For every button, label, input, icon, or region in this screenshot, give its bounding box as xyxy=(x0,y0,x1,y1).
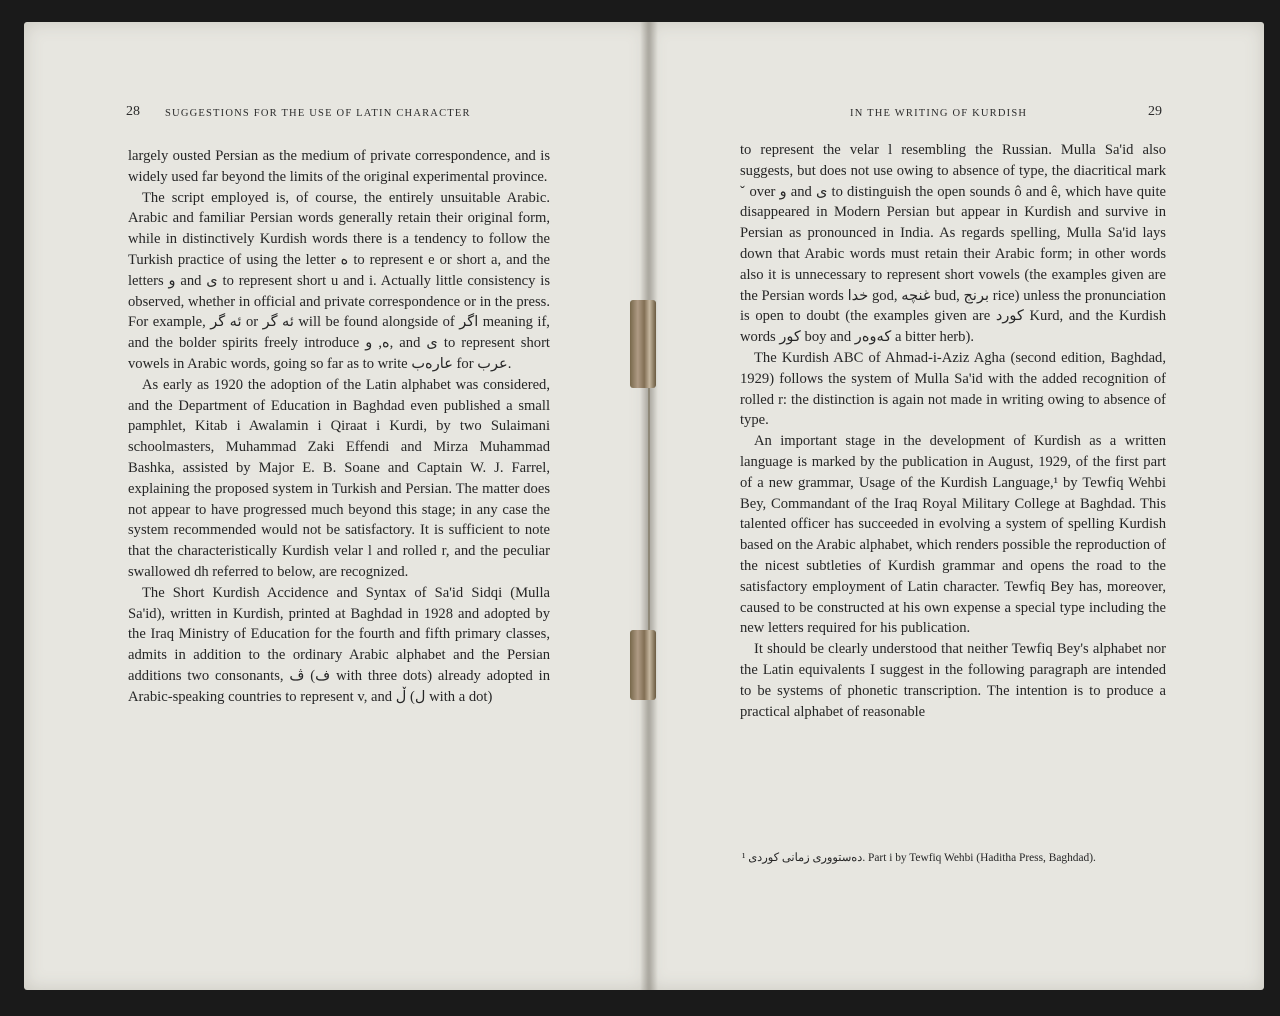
left-running-head: SUGGESTIONS FOR THE USE OF LATIN CHARACTER xyxy=(165,108,471,119)
bottom-staple xyxy=(630,630,656,700)
left-paragraph: largely ousted Persian as the medium of private correspondence, and is widely used far beyond the limits of the original experimental province. xyxy=(128,148,550,185)
right-text-column xyxy=(740,140,1166,722)
right-paragraph: The Kurdish ABC of Ahmad-i-Aziz Agha (second edition, Baghdad, 1929) follows the system of Mulla Sa'id with the added recognition of rolled r: the distinction is again not made in writing owing to absence of type. xyxy=(740,349,1166,429)
top-staple xyxy=(630,300,656,388)
right-paragraph: It should be clearly understood that neither Tewfiq Bey's alphabet nor the Latin equivalents I suggest in the following paragraph are intended to be systems of phonetic transcription. The intention is to produce a practical alphabet of reasonable xyxy=(740,641,1166,720)
right-page-number: 29 xyxy=(1148,104,1162,119)
left-page-number: 28 xyxy=(126,104,140,119)
right-paragraph: An important stage in the development of Kurdish as a written language is marked by the publication in August, 1929, of the first part of a new grammar, Usage of the Kurdish Language,¹ by Tewfiq Wehbi Bey, Commandant of the Iraq Royal Military College at Baghdad. This talented officer has succeeded in evolving a system of spelling Kurdish based on the Arabic alphabet, which renders possible the reproduction of the nicest subtleties of Kurdish grammar and opens the road to the satisfactory employment of Latin character. Tewfiq Bey has, moreover, caused to be constructed at his own expense a special type including the new letters required for his publication. xyxy=(740,433,1166,637)
left-paragraph: The script employed is, of course, the entirely unsuitable Arabic. Arabic and familiar Persian words generally retain their original form, while in distinctively Kurdish words there is a tendency to follow the Turkish practice of using the letter ه to represent e or short a, and the letters و and ی to represent short u and i. Actually little consistency is observed, whether in official and private correspondence or in the press. For example, ئه گر or ئه گر will be found alongside of اگر meaning if, and the bolder spirits freely introduce ه, و, and ی to represent short vowels in Arabic words, going so far as to write عارەب for عرب. xyxy=(128,189,551,372)
left-paragraph: As early as 1920 the adoption of the Latin alphabet was considered, and the Department of Education in Baghdad even published a small pamphlet, Kitab i Awalamin i Qiraat i Kurdi, by two Sulaimani schoolmasters, Muhammad Zaki Effendi and Mirza Muhammad Bashka, assisted by Major E. B. Soane and Captain W. J. Farrel, explaining the proposed system in Turkish and Persian. The matter does not appear to have progressed much beyond this stage; in any case the system recommended would not be satisfactory. It is sufficient to note that the characteristically Kurdish velar l and rolled r, and the peculiar swallowed dh referred to below, are recognized. xyxy=(128,376,550,580)
footnote: ¹ دەستووری زمانی کوردی. Part i by Tewfiq Wehbi (Haditha Press, Baghdad). xyxy=(742,852,1096,864)
left-paragraph: The Short Kurdish Accidence and Syntax of Sa'id Sidqi (Mulla Sa'id), written in Kurdish, printed at Baghdad in 1928 and adopted by the Iraq Ministry of Education for the fourth and fifth primary classes, admits in addition to the ordinary Arabic alphabet and the Persian additions two consonants, ڤ (ف with three dots) already adopted in Arabic-speaking countries to represent v, and ڵ (ل with a dot) xyxy=(128,584,550,705)
right-paragraph: to represent the velar l resembling the Russian. Mulla Sa'id also suggests, but does not use owing to absence of type, the diacritical mark ˇ over و and ی to distinguish the open sounds ô and ê, which have quite disappeared in Modern Persian but appear in Kurdish and survive in Persian as pronounced in India. As regards spelling, Mulla Sa'id lays down that Arabic words must retain their Arabic form; in other words also it is unnecessary to represent short vowels (the examples given are the Persian words خدا god, غنچه bud, برنج rice) unless the pronunciation is open to doubt (the examples given are کورد Kurd, and the Kurdish words کور boy and کەوەر a bitter herb). xyxy=(740,142,1166,346)
binding-thread xyxy=(648,388,650,630)
left-text-column xyxy=(128,146,550,708)
right-running-head: IN THE WRITING OF KURDISH xyxy=(850,108,1028,119)
